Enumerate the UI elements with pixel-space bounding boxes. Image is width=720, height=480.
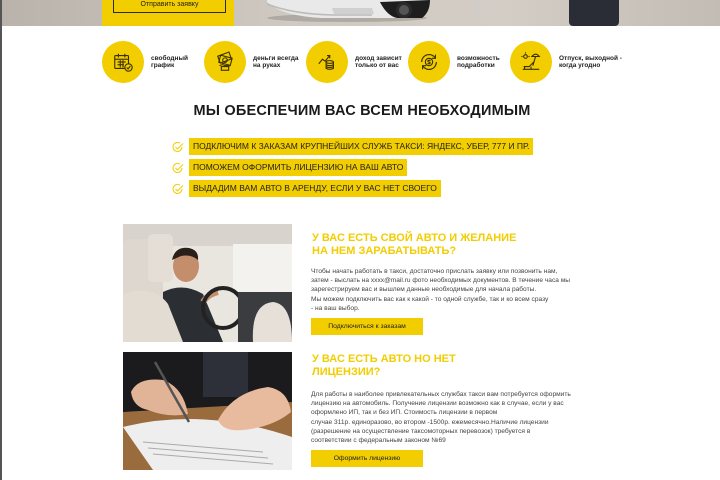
feature-item: [306, 40, 415, 84]
coins-growth-icon: [316, 51, 338, 73]
section-title: МЫ ОБЕСПЕЧИМ ВАС ВСЕМ НЕОБХОДИМЫМ: [193, 103, 531, 119]
feature-label: доход зависит только от вас: [355, 54, 402, 69]
submit-request-button[interactable]: Отправить заявку: [113, 0, 226, 13]
check-badge-icon: [172, 141, 184, 153]
hero-cta-panel: [102, 0, 234, 26]
connect-orders-button[interactable]: Подключиться к заказам: [311, 318, 423, 335]
feature-item: [408, 40, 517, 84]
money-hand-icon: [214, 51, 236, 73]
feature-label: деньги всегда на руках: [253, 54, 299, 69]
signing-document-photo: [123, 352, 292, 470]
driver-photo: [123, 224, 292, 342]
feature-label: свободный график: [151, 54, 188, 69]
check-badge-icon: [172, 183, 184, 195]
feature-label: Отпуск, выходной - когда угодно: [559, 54, 622, 69]
block-title: У ВАС ЕСТЬ СВОЙ АВТО И ЖЕЛАНИЕ НА НЕМ ЗАРАБАТЫВАТЬ?: [312, 232, 517, 257]
feature-item: [510, 40, 639, 84]
bullet-text: ВЫДАДИМ ВАМ АВТО В АРЕНДУ, ЕСЛИ У ВАС НЕТ СВОЕГО: [189, 180, 441, 197]
block-title: У ВАС ЕСТЬ АВТО НО НЕТ ЛИЦЕНЗИИ?: [312, 353, 456, 378]
bullet-text: ПОМОЖЕМ ОФОРМИТЬ ЛИЦЕНЗИЮ НА ВАШ АВТО: [189, 159, 407, 176]
benefits-list: [172, 138, 533, 201]
feature-item: [102, 40, 211, 84]
person-image: [569, 0, 619, 26]
list-item: [172, 180, 533, 197]
feature-item: [204, 40, 313, 84]
check-badge-icon: [172, 162, 184, 174]
block-text: Чтобы начать работать в такси, достаточно прислать заявку или позвонить нам, затем - выслать на xxxx@mail.ru фото необходимых документов. В течение часа мы зарегестрируем вас и вышлем данные необходимые для начала работы. Мы можем подключить вас как к какой - то одной службе, так и ко всем сразу - на ваш выбор.: [311, 268, 571, 312]
coin-cycle-icon: [418, 51, 440, 73]
calendar-icon: [112, 51, 134, 73]
car-image: [262, 0, 432, 22]
get-license-button[interactable]: Оформить лицензию: [311, 450, 423, 467]
list-item: [172, 138, 533, 155]
features-row: [102, 40, 642, 84]
bullet-text: ПОДКЛЮЧИМ К ЗАКАЗАМ КРУПНЕЙШИХ СЛУЖБ ТАКСИ: ЯНДЕКС, УБЕР, 777 И ПР.: [189, 138, 533, 155]
feature-label: возможность подработки: [457, 54, 500, 69]
hero-banner: [2, 0, 720, 26]
block-text: Для работы в наиболее привлекательных службах такси вам потребуется оформить лицензию на автомобиль. Получение лицензии возможно как в случае, если у вас оформлено ИП, так и без ИП. Стоимость лицензии в первом случае 311р. единоразово, во втором -1500р. ежемесячно.Наличие лицензии (разрешение на осуществление таксомоторных перевозок) требуется в соответствии с федеральным законом №69: [311, 391, 571, 445]
list-item: [172, 159, 533, 176]
beach-icon: [520, 51, 542, 73]
